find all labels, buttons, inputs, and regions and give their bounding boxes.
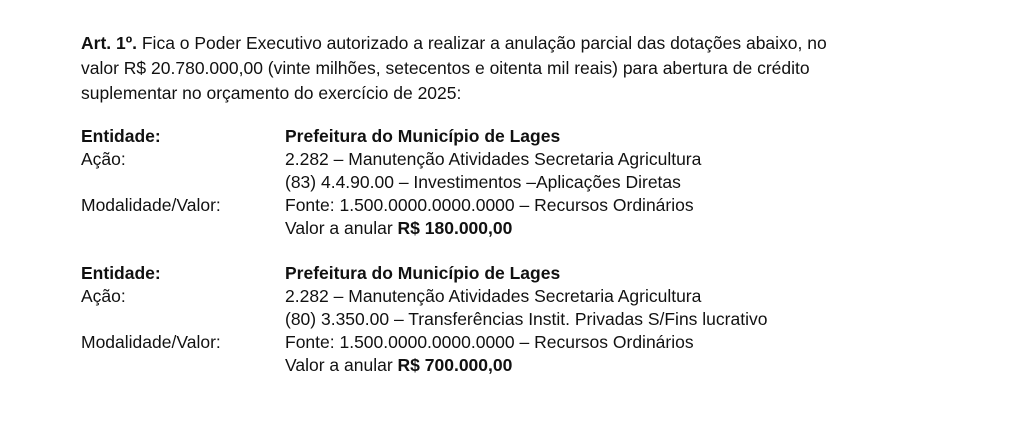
empty-label xyxy=(81,171,285,194)
article-line-2: valor R$ 20.780.000,00 (vinte milhões, setecentos e oitenta mil reais) para abertura de crédito xyxy=(81,58,810,78)
entidade-row xyxy=(81,125,981,148)
acao-line-1: 2.282 – Manutenção Atividades Secretaria Agricultura xyxy=(285,286,702,306)
empty-label xyxy=(81,308,285,331)
document-body xyxy=(81,31,981,377)
valor-line xyxy=(285,354,512,377)
acao-row xyxy=(81,285,981,308)
valor-amount: R$ 180.000,00 xyxy=(397,218,513,238)
entidade-label: Entidade: xyxy=(81,263,161,283)
valor-prefix: Valor a anular xyxy=(285,218,398,238)
entry-block-1 xyxy=(81,125,981,240)
empty-label xyxy=(81,217,285,240)
valor-prefix: Valor a anular xyxy=(285,355,398,375)
entidade-label: Entidade: xyxy=(81,126,161,146)
entidade-value: Prefeitura do Município de Lages xyxy=(285,263,561,283)
modalidade-label: Modalidade/Valor: xyxy=(81,195,221,215)
article-line-1-text: Fica o Poder Executivo autorizado a realizar a anulação parcial das dotações abaixo, no xyxy=(137,33,827,53)
modalidade-row xyxy=(81,194,981,217)
acao-row xyxy=(81,148,981,171)
article-paragraph xyxy=(81,31,981,106)
acao-line-1: 2.282 – Manutenção Atividades Secretaria Agricultura xyxy=(285,149,702,169)
fonte-value: Fonte: 1.500.0000.0000.0000 – Recursos Ordinários xyxy=(285,195,694,215)
entidade-value: Prefeitura do Município de Lages xyxy=(285,126,561,146)
fonte-value: Fonte: 1.500.0000.0000.0000 – Recursos Ordinários xyxy=(285,332,694,352)
entry-block-2 xyxy=(81,262,981,377)
acao-row-2 xyxy=(81,308,981,331)
modalidade-row xyxy=(81,331,981,354)
valor-line xyxy=(285,217,512,240)
valor-row xyxy=(81,354,981,377)
valor-row xyxy=(81,217,981,240)
entidade-row xyxy=(81,262,981,285)
acao-row-2 xyxy=(81,171,981,194)
acao-label: Ação: xyxy=(81,149,126,169)
article-lead: Art. 1º. xyxy=(81,33,137,53)
article-line-3: suplementar no orçamento do exercício de 2025: xyxy=(81,83,462,103)
article-line-1 xyxy=(81,31,981,56)
acao-line-2: (83) 4.4.90.00 – Investimentos –Aplicações Diretas xyxy=(285,172,681,192)
acao-line-2: (80) 3.350.00 – Transferências Instit. Privadas S/Fins lucrativo xyxy=(285,309,768,329)
empty-label xyxy=(81,354,285,377)
acao-label: Ação: xyxy=(81,286,126,306)
modalidade-label: Modalidade/Valor: xyxy=(81,332,221,352)
valor-amount: R$ 700.000,00 xyxy=(397,355,513,375)
